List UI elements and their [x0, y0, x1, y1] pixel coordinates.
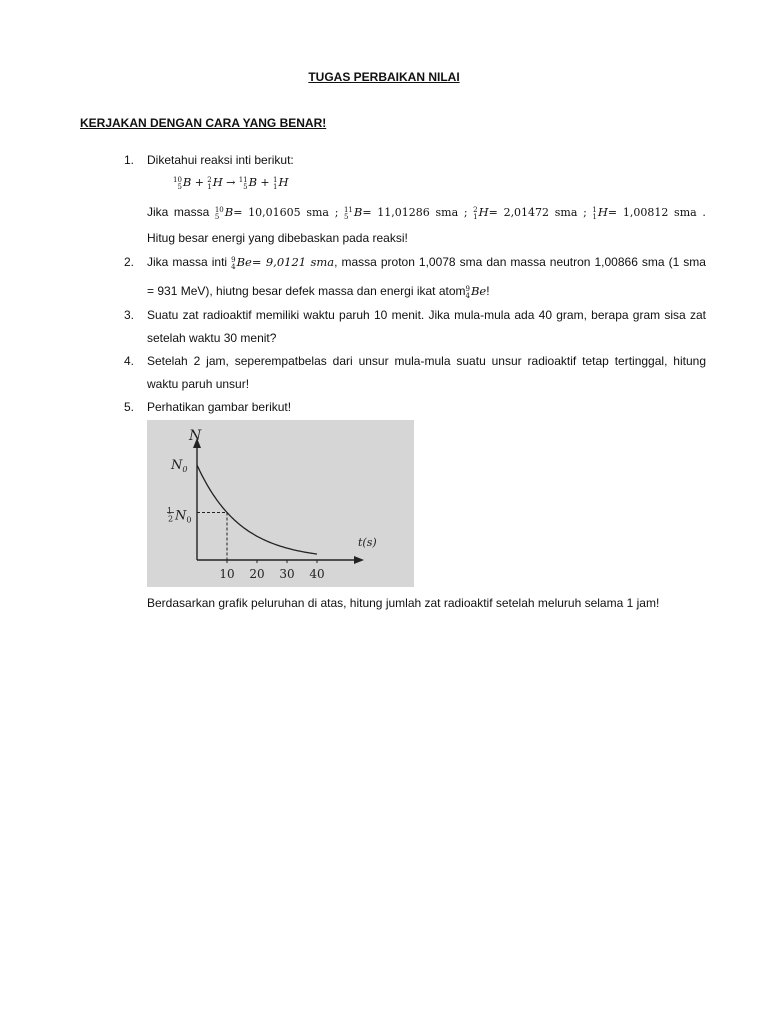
- q1-intro: Diketahui reaksi inti berikut:: [147, 153, 294, 167]
- q2-number: 2.: [124, 255, 135, 269]
- q5-intro: Perhatikan gambar berikut!: [147, 400, 292, 414]
- decay-curve: [197, 465, 317, 554]
- x-axis-label: t(s): [358, 536, 377, 549]
- q3-line2: setelah waktu 30 menit?: [147, 331, 277, 345]
- x-tick-label: 30: [279, 567, 295, 581]
- instruction-heading: KERJAKAN DENGAN CARA YANG BENAR!: [80, 116, 327, 130]
- isotope-h2: 2 1: [207, 176, 212, 191]
- isotope-h1: 1 1: [272, 176, 278, 191]
- q4-line2: waktu paruh unsur!: [147, 377, 250, 391]
- y-tick-label-n0: $N_0$: [171, 458, 188, 474]
- q3-number: 3.: [124, 308, 135, 322]
- q1-reaction: 10 5 B + 2 1 H → 11 5 B + 1 1 H: [173, 175, 289, 191]
- q2-line2: = 931 MeV), hiutng besar defek massa dan energi ikat atom 9 4 Be!: [147, 284, 490, 300]
- x-tick-label: 10: [219, 567, 235, 581]
- x-tick-label: 40: [309, 567, 325, 581]
- isotope-b10: 10 5: [173, 176, 182, 191]
- y-tick-label-half-n0: $^1$ 2 $N_0$: [167, 506, 192, 525]
- y-axis-label: N: [189, 428, 202, 444]
- q5-question: Berdasarkan grafik peluruhan di atas, hitung jumlah zat radioaktif setelah meluruh selama 1 jam!: [147, 596, 660, 610]
- q3-line1: Suatu zat radioaktif memiliki waktu paruh 10 menit. Jika mula-mula ada 40 gram, berapa gram sisa zat: [147, 308, 706, 322]
- page-title: TUGAS PERBAIKAN NILAI: [308, 70, 460, 84]
- q4-number: 4.: [124, 354, 135, 368]
- isotope-b11: 11 5: [238, 176, 248, 191]
- q5-number: 5.: [124, 400, 135, 414]
- x-tick-label: 20: [249, 567, 265, 581]
- q1-number: 1.: [124, 153, 135, 167]
- q2-line1: Jika massa inti 9 4 Be= 9,0121 sma, massa proton 1,0078 sma dan massa neutron 1,00866 sma (1 sma: [147, 255, 706, 271]
- q4-line1: Setelah 2 jam, seperempatbelas dari unsur mula-mula suatu unsur radioaktif tetap tertinggal, hitung: [147, 354, 706, 368]
- decay-chart-svg: [147, 420, 414, 587]
- q1-question: Hitug besar energi yang dibebaskan pada reaksi!: [147, 231, 408, 245]
- decay-graph: [147, 420, 414, 587]
- x-axis-arrow: [354, 556, 364, 564]
- q1-masses: Jika massa 10 5 B= 10,01605 sma ; 11 5 B= 11,01286 sma ; 2 1 H= 2,01472 sma ; 1 1 H= 1,00812 sma .: [147, 205, 706, 221]
